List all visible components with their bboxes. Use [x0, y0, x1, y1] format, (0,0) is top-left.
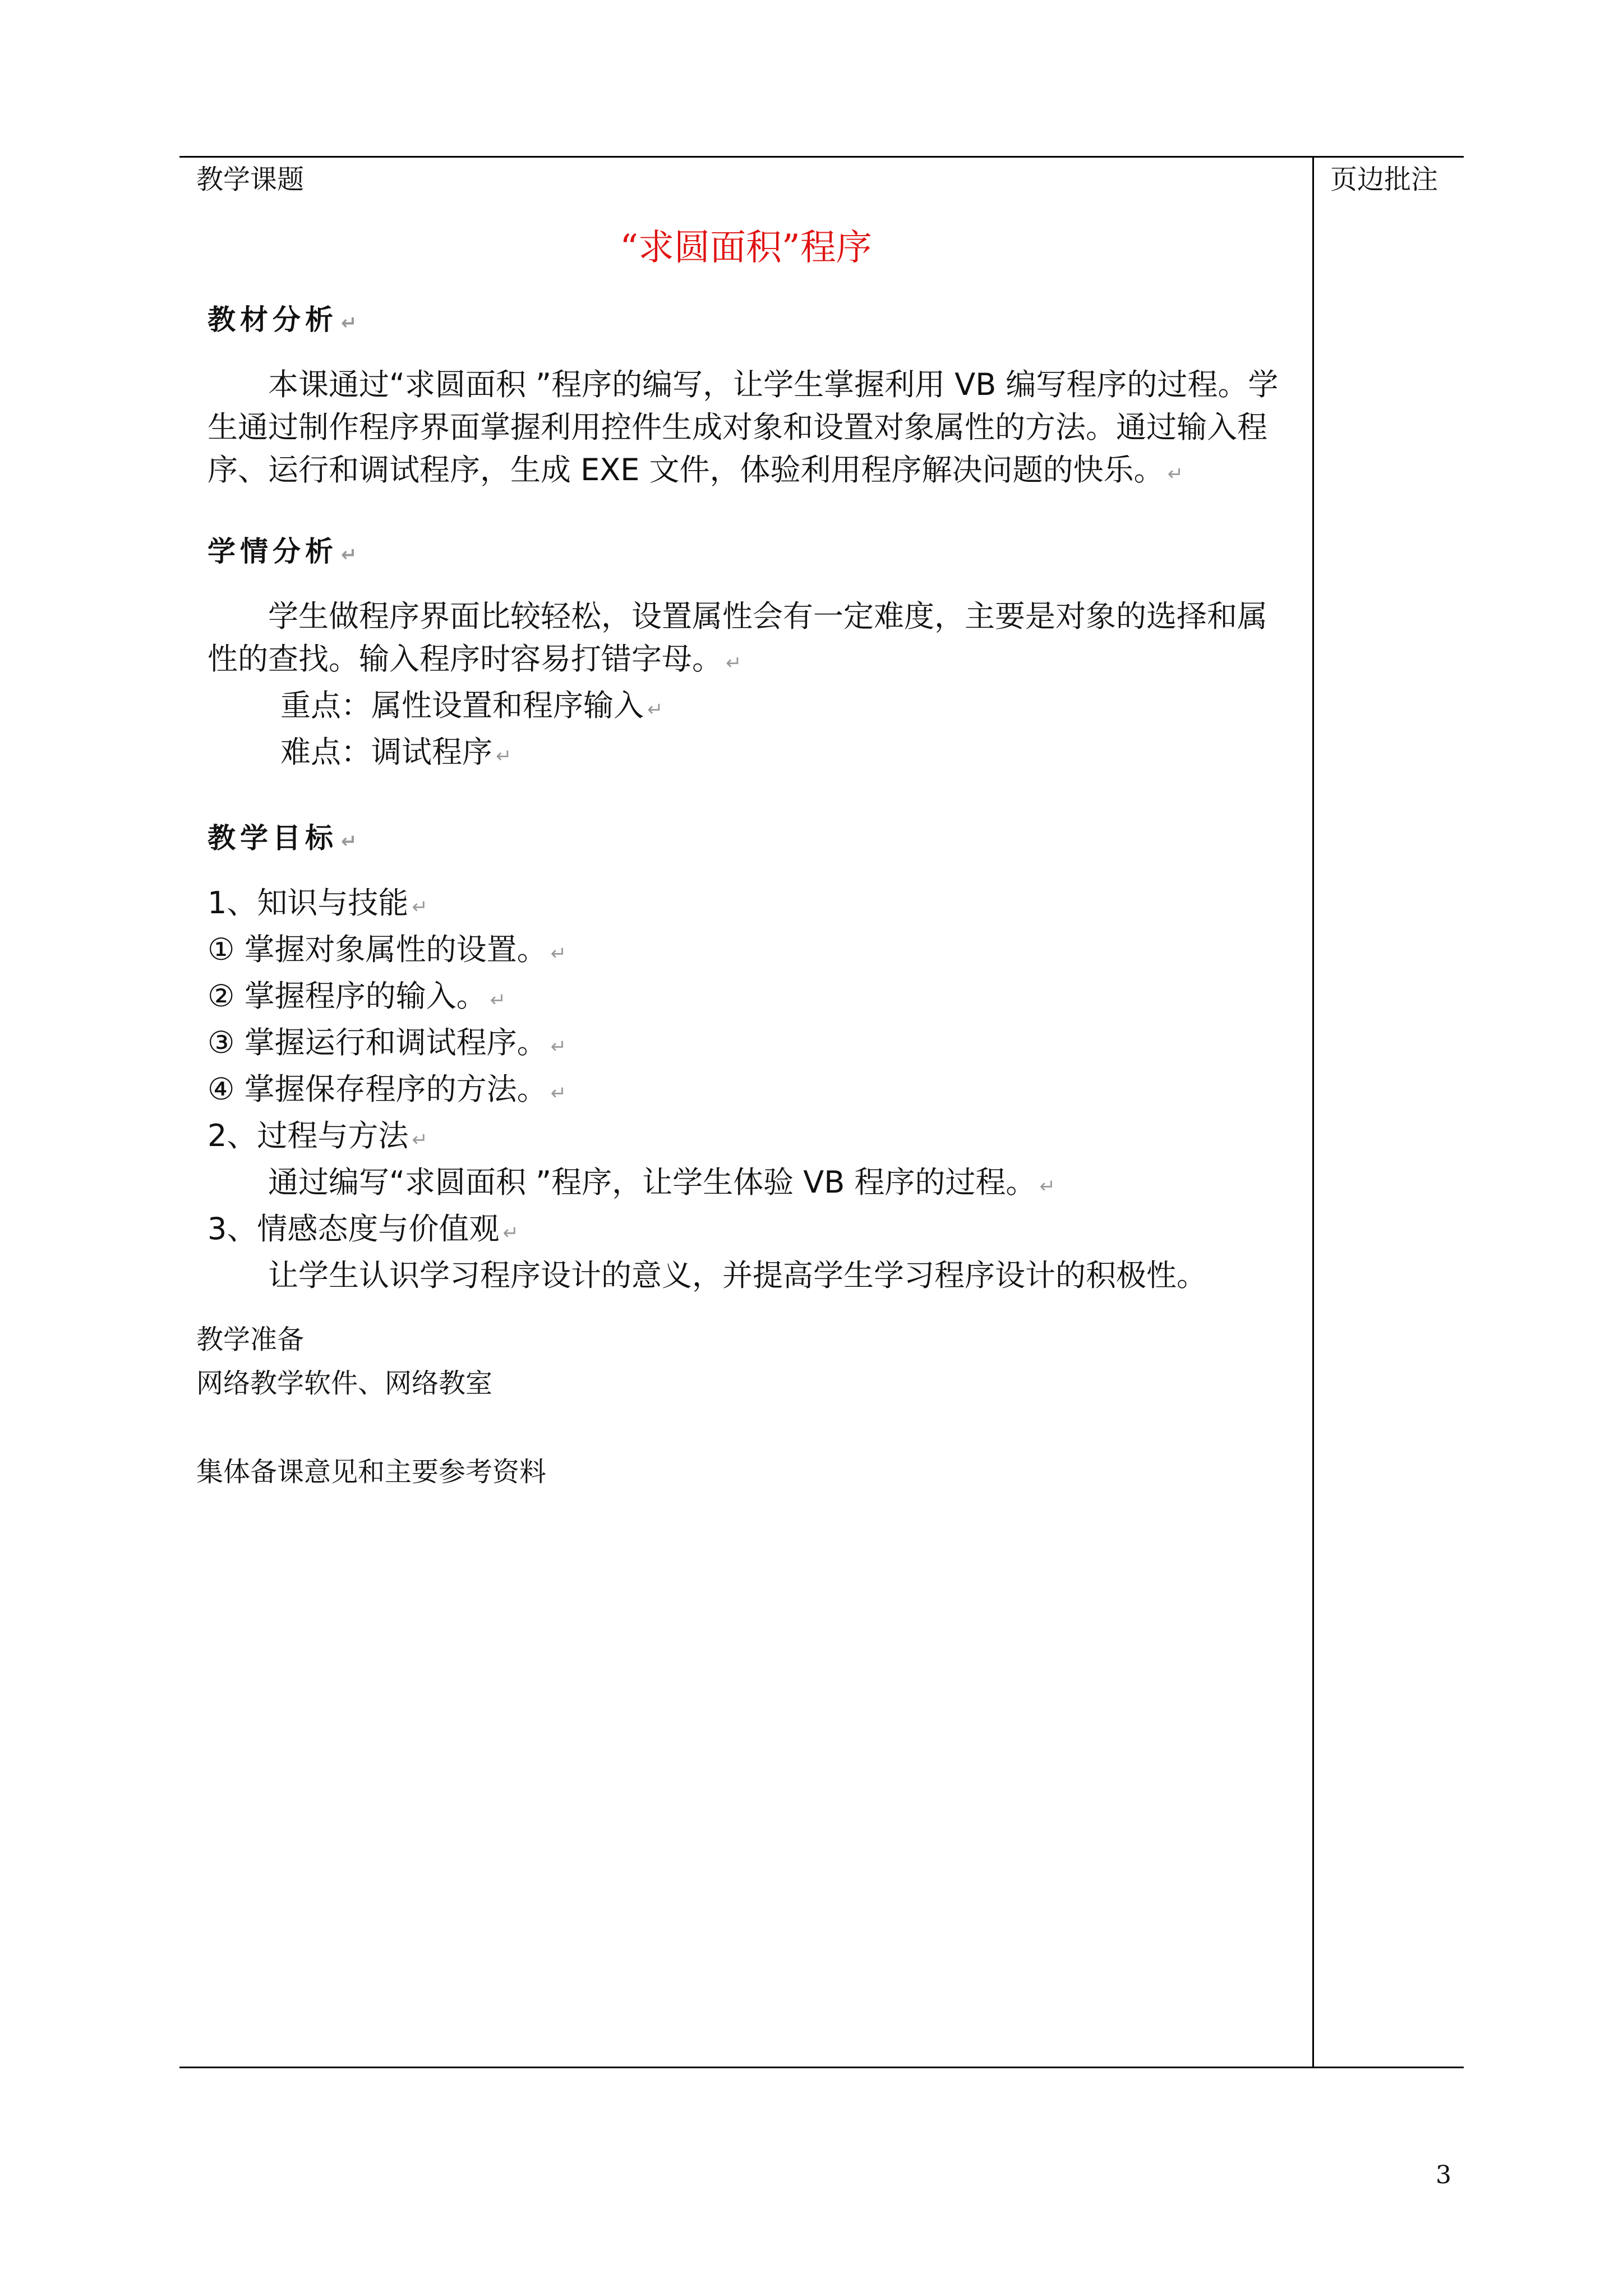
paragraph-mark-icon: ↵	[412, 896, 428, 918]
goal-attitude-text: 让学生认识学习程序设计的意义，并提高学生学习程序设计的积极性。	[268, 1258, 1207, 1293]
paragraph-mark-icon: ↵	[1167, 463, 1184, 485]
goal-attitude-title: 3、情感态度与价值观 ↵	[208, 1211, 519, 1246]
paragraph-mark-icon: ↵	[341, 312, 362, 334]
paragraph-mark-icon: ↵	[647, 698, 663, 721]
table-bottom-border	[179, 2067, 1464, 2068]
paragraph-mark-icon: ↵	[550, 942, 567, 965]
goal-process-text: 通过编写“求圆面积 ”程序，让学生体验 VB 程序的过程。 ↵	[268, 1165, 1055, 1200]
paragraph-mark-icon: ↵	[502, 1222, 519, 1244]
difficulty-text: 难点：调试程序 ↵	[280, 734, 512, 770]
paragraph-mark-icon: ↵	[341, 830, 362, 853]
lesson-content	[208, 297, 1290, 1297]
list-item: ③ 掌握运行和调试程序。 ↵	[208, 1025, 567, 1060]
margin-notes-label: 页边批注	[1330, 164, 1438, 195]
student-analysis-text: 学生做程序界面比较轻松，设置属性会有一定难度，主要是对象的选择和属性的查找。输入程序时容易打错字母。 ↵	[208, 599, 1267, 677]
paragraph-mark-icon: ↵	[341, 544, 362, 566]
reference-label: 集体备课意见和主要参考资料	[196, 1456, 547, 1488]
paragraph-mark-icon: ↵	[550, 1082, 567, 1105]
goal-process-title: 2、过程与方法 ↵	[208, 1118, 428, 1153]
section-heading-teaching-goals: 教学目标 ↵	[208, 822, 362, 854]
teaching-prep-value: 网络教学软件、网络教室	[196, 1368, 493, 1399]
paragraph-mark-icon: ↵	[490, 989, 506, 1011]
list-item: ④ 掌握保存程序的方法。 ↵	[208, 1071, 567, 1107]
list-item: ① 掌握对象属性的设置。 ↵	[208, 932, 567, 967]
goal-knowledge-list	[208, 928, 1290, 1115]
page-number: 3	[1436, 2161, 1451, 2189]
lesson-title: “求圆面积”程序	[620, 227, 872, 269]
section-heading-material-analysis: 教材分析 ↵	[208, 303, 362, 336]
goal-knowledge-title: 1、知识与技能 ↵	[208, 885, 428, 921]
paragraph-mark-icon: ↵	[1039, 1175, 1055, 1198]
key-point-text: 重点：属性设置和程序输入 ↵	[280, 688, 663, 723]
material-analysis-text: 本课通过“求圆面积 ”程序的编写，让学生掌握利用 VB 编写程序的过程。学生通过制作程序界面掌握利用控件生成对象和设置对象属性的方法。通过输入程序、运行和调试程序，生成 EXE 文件，体验利用程序解决问题的快乐。 ↵	[208, 367, 1279, 487]
list-item: ② 掌握程序的输入。 ↵	[208, 978, 506, 1014]
table-top-border	[179, 156, 1464, 158]
section-heading-student-analysis: 学情分析 ↵	[208, 535, 362, 568]
paragraph-mark-icon: ↵	[412, 1129, 428, 1151]
lesson-topic-label: 教学课题	[196, 164, 305, 195]
teaching-prep-label: 教学准备	[196, 1324, 305, 1355]
margin-column-divider	[1312, 156, 1314, 2068]
paragraph-mark-icon: ↵	[496, 745, 512, 767]
paragraph-mark-icon: ↵	[726, 652, 742, 674]
paragraph-mark-icon: ↵	[550, 1036, 567, 1058]
